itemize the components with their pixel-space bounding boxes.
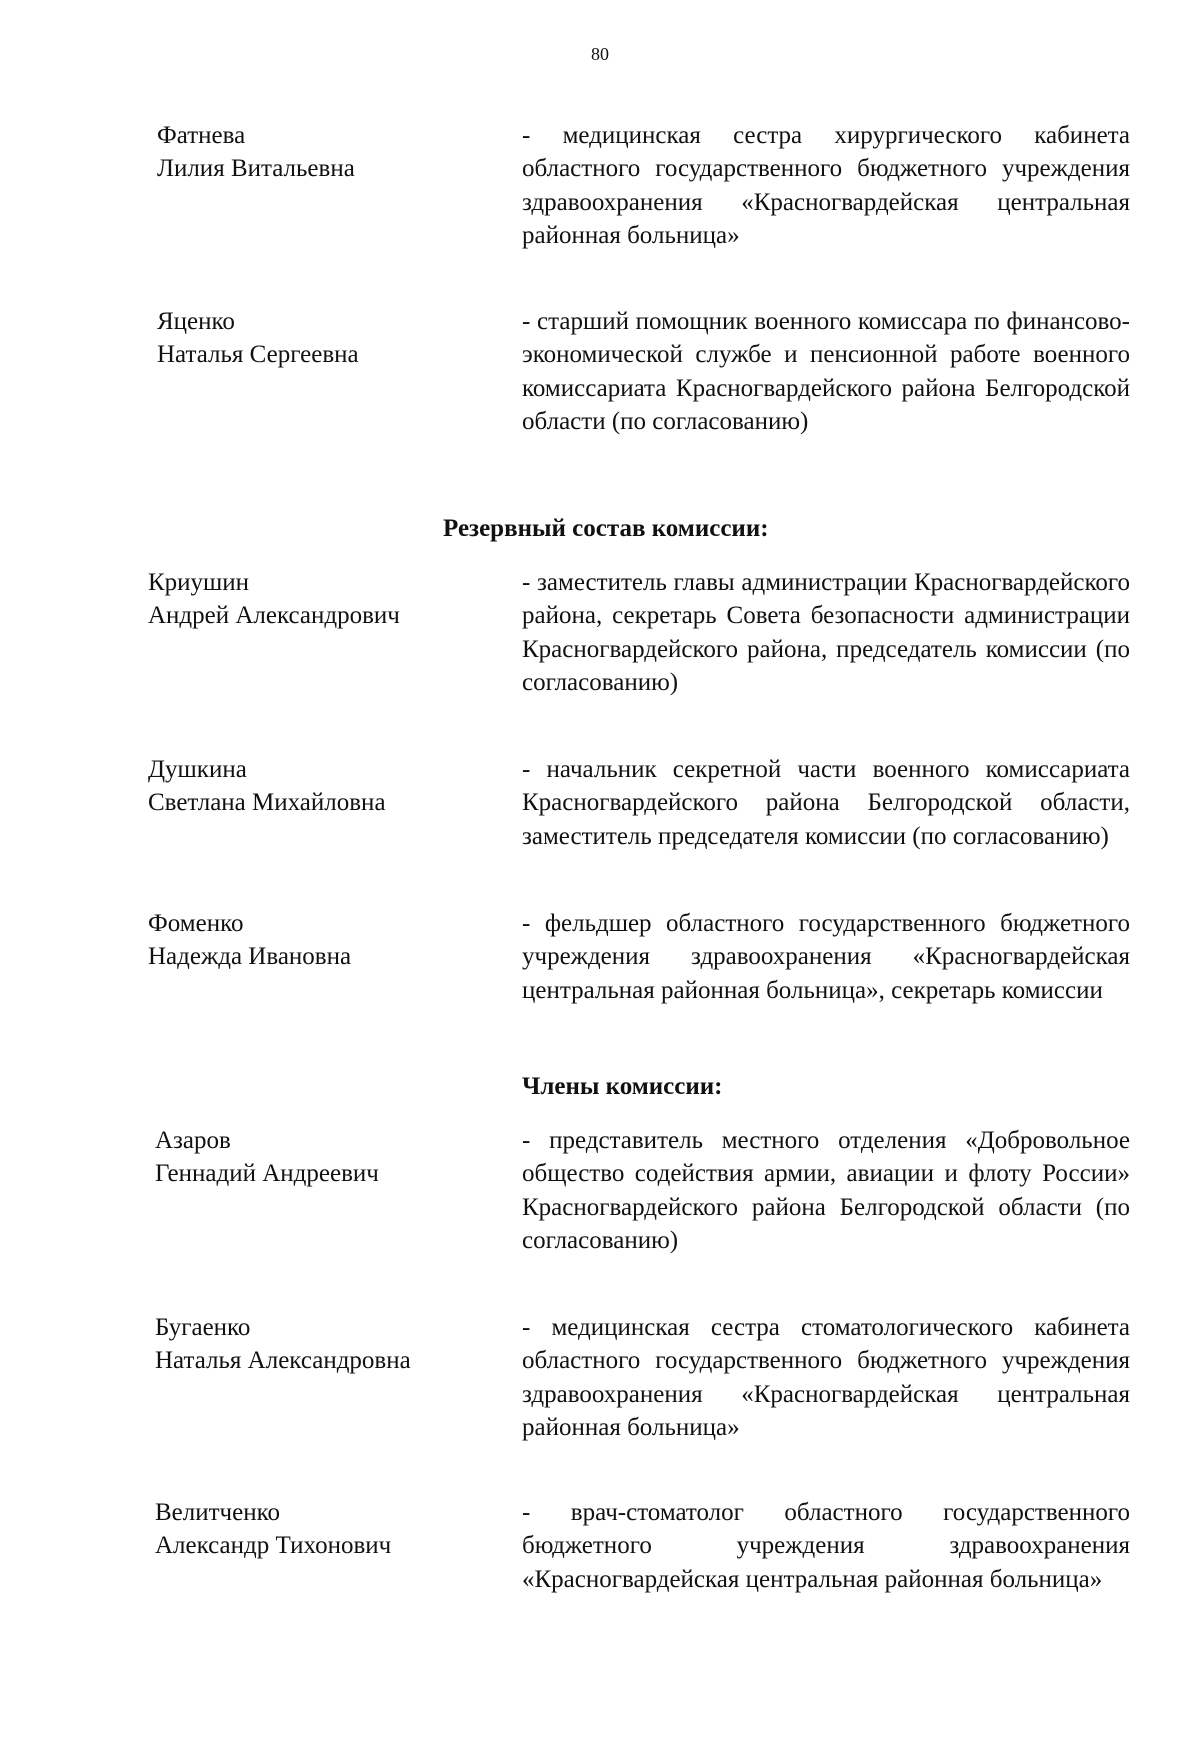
person-name: Яценко Наталья Сергеевна [157, 308, 359, 368]
person-position: - представитель местного отделения «Добровольное общество содействия армии, авиации и флоту России» Красногвардейского района Белгородской области (по согласованию) [522, 1127, 1130, 1255]
person-position: - медицинская сестра стоматологического кабинета областного государственного бюджетного учреждения здравоохранения «Красногвардейская центральная районная больница» [522, 1314, 1130, 1442]
person-name: Фоменко Надежда Ивановна [148, 910, 352, 970]
person-name: Фатнева Лилия Витальевна [157, 122, 355, 182]
reserve-heading: Резервный состав комиссии: [443, 515, 769, 542]
person-name: Велитченко Александр Тихонович [155, 1499, 392, 1559]
person-position: - начальник секретной части военного комиссариата Красногвардейского района Белгородской области, заместитель председателя комиссии (по согласованию) [522, 756, 1130, 850]
person-position: - фельдшер областного государственного бюджетного учреждения здравоохранения «Красногвардейская центральная районная больница», секретарь комиссии [522, 910, 1130, 1004]
person-name: Душкина Светлана Михайловна [148, 756, 386, 816]
page-number: 80 [591, 44, 609, 64]
person-name: Бугаенко Наталья Александровна [155, 1314, 411, 1374]
person-position: - медицинская сестра хирургического кабинета областного государственного бюджетного учреждения здравоохранения «Красногвардейская центральная районная больница» [522, 122, 1130, 250]
person-position: - старший помощник военного комиссара по финансово-экономической службе и пенсионной работе военного комиссариата Красногвардейского района Белгородской области (по согласованию) [522, 308, 1130, 436]
members-heading: Члены комиссии: [522, 1073, 723, 1100]
person-position: - заместитель главы администрации Красногвардейского района, секретарь Совета безопасности администрации Красногвардейского района, председатель комиссии (по согласованию) [522, 569, 1130, 697]
person-position: - врач-стоматолог областного государственного бюджетного учреждения здравоохранения «Красногвардейская центральная районная больница» [522, 1499, 1130, 1593]
person-name: Азаров Геннадий Андреевич [155, 1127, 379, 1187]
person-name: Криушин Андрей Александрович [148, 569, 400, 629]
